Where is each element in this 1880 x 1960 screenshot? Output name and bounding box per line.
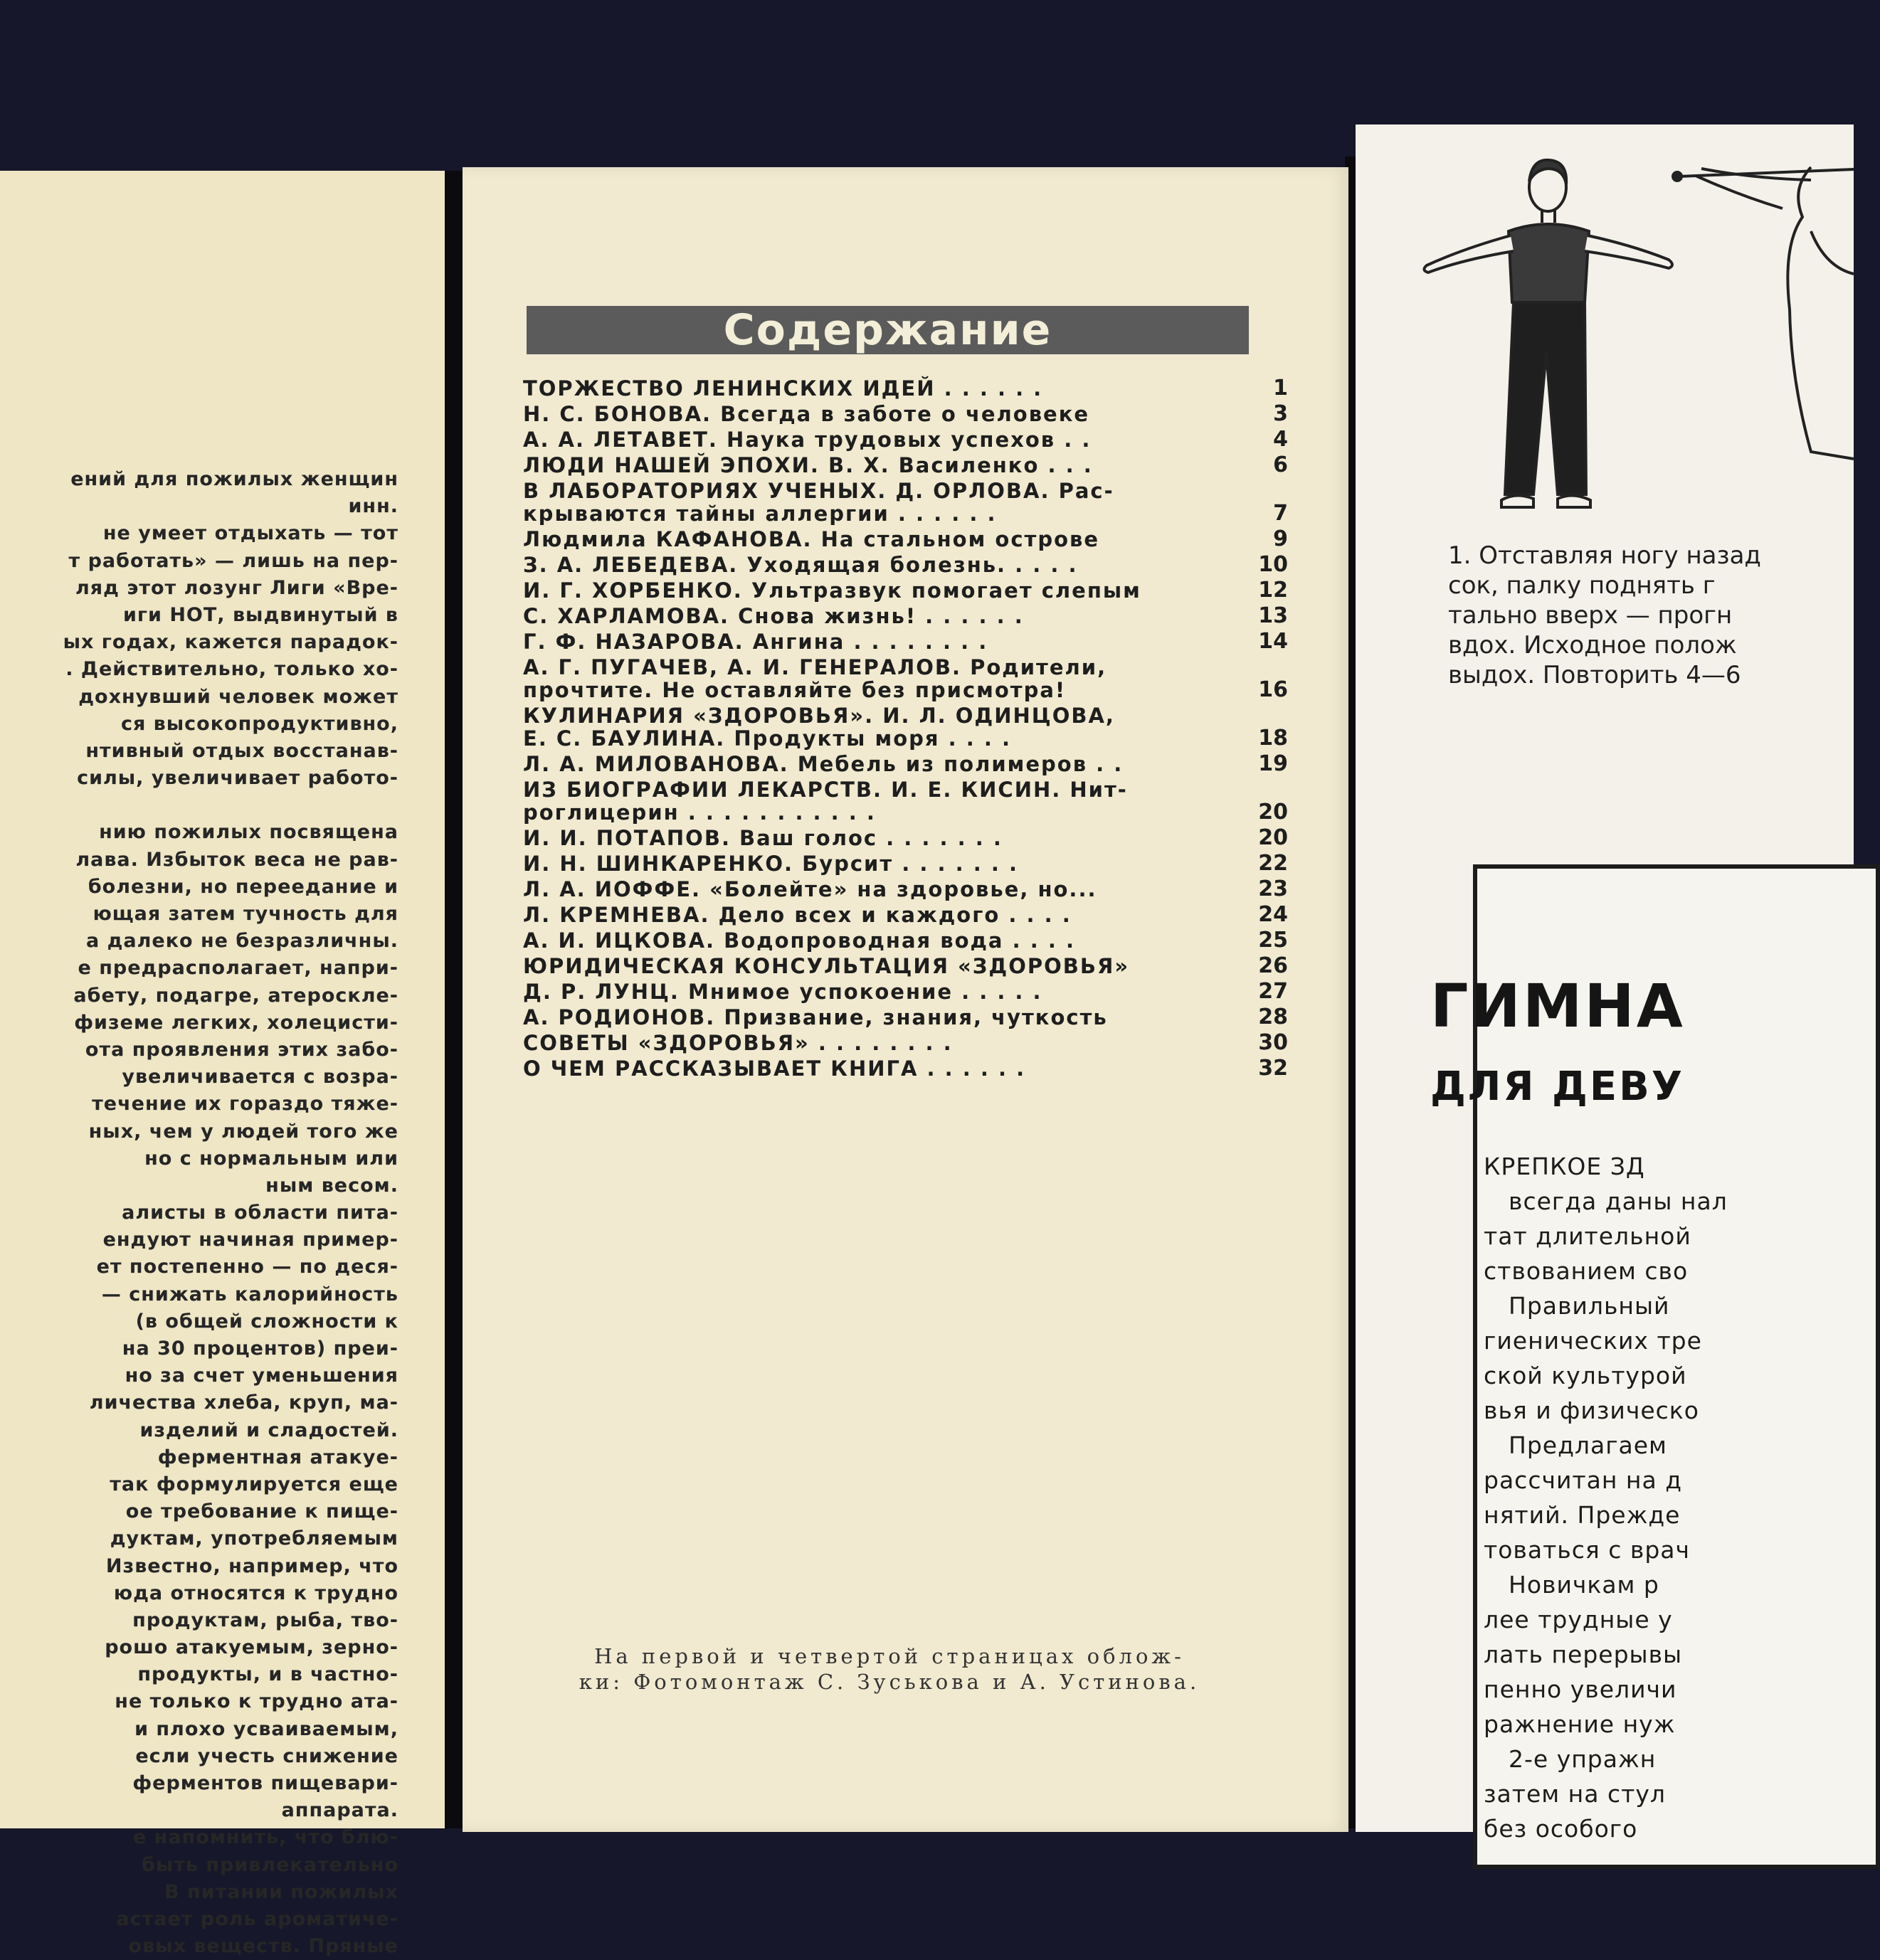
contents-entry-page-number: 23 [1258, 876, 1288, 901]
contents-entry-text: А. И. ИЦКОВА. Водопроводная вода . . . . [523, 928, 1075, 953]
man-figure-drawing [1673, 167, 1854, 459]
contents-entry[interactable] [523, 878, 1288, 901]
contents-entry-page-number: 1 [1273, 376, 1288, 401]
contents-list [523, 377, 1288, 1083]
left-page-line: но с нормальным или [144, 1147, 398, 1170]
left-page-line: иги НОТ, выдвинутый в [122, 603, 398, 626]
contents-entry[interactable] [523, 1006, 1288, 1029]
contents-entry-page-number: 30 [1258, 1030, 1288, 1055]
article-line: лее трудные у [1484, 1606, 1673, 1633]
left-page-line: течение их гораздо тяже- [92, 1093, 398, 1116]
contents-entry-text: С. ХАРЛАМОВА. Снова жизнь! . . . . . . [523, 604, 1024, 628]
left-page-line: абету, подагре, атероскле- [73, 984, 398, 1007]
contents-entry[interactable] [523, 630, 1288, 653]
contents-entry[interactable] [523, 955, 1288, 978]
left-page-line: болезни, но переедание и [88, 875, 398, 898]
contents-page [463, 167, 1348, 1832]
contents-entry-page-number: 13 [1258, 603, 1288, 628]
article-line: рассчитан на д [1484, 1466, 1683, 1494]
left-page-line: ений для пожилых женщин [70, 468, 398, 490]
left-page-line: е напомнить, что блю- [132, 1826, 398, 1849]
article-line: ствованием сво [1484, 1257, 1689, 1285]
contents-entry[interactable] [523, 778, 1288, 824]
contents-entry-page-number: 16 [1258, 677, 1288, 702]
article-subtitle: ДЛЯ ДЕВУ [1430, 1064, 1684, 1110]
left-page-line: ным весом. [265, 1174, 398, 1197]
contents-entry[interactable] [523, 753, 1288, 775]
contents-entry[interactable] [523, 454, 1288, 477]
contents-entry-page-number: 7 [1273, 501, 1288, 526]
contents-entry[interactable] [523, 656, 1288, 701]
contents-entry-text: Д. Р. ЛУНЦ. Мнимое успокоение . . . . . [523, 980, 1042, 1004]
contents-entry-text: И. Н. ШИНКАРЕНКО. Бурсит . . . . . . . [523, 852, 1018, 876]
contents-entry[interactable] [523, 579, 1288, 602]
article-line: всегда даны нал [1509, 1187, 1728, 1215]
contents-entry-text: роглицерин . . . . . . . . . . . [523, 800, 876, 825]
contents-entry-page-number: 12 [1258, 578, 1288, 603]
contents-entry[interactable] [523, 605, 1288, 627]
left-page-line: ых годах, кажется парадок- [63, 631, 398, 654]
article-line: вья и физическо [1484, 1397, 1699, 1424]
left-page-line: лава. Избыток веса не рав- [75, 848, 398, 871]
contents-entry[interactable] [523, 852, 1288, 875]
left-page-line: изделий и сладостей. [139, 1419, 398, 1441]
left-page-line: е предрасполагает, напри- [78, 957, 398, 980]
contents-entry-text: А. РОДИОНОВ. Призвание, знания, чуткость [523, 1005, 1108, 1029]
contents-entry[interactable] [523, 904, 1288, 926]
left-page-line: ных, чем у людей того же [88, 1120, 398, 1143]
left-page-line: рошо атакуемым, зерно- [105, 1636, 398, 1659]
left-page-line: аппарата. [281, 1799, 398, 1822]
contents-entry-page-number: 10 [1258, 552, 1288, 577]
contents-entry[interactable] [523, 553, 1288, 576]
contents-entry-text: крываются тайны аллергии . . . . . . [523, 502, 997, 526]
left-page-line: ет постепенно — по деся- [96, 1256, 398, 1278]
cover-credit-note [498, 1643, 1281, 1695]
left-page-line: ющая затем тучность для [93, 903, 398, 925]
left-page-text [0, 466, 398, 1960]
left-page-line: Известно, например, что [105, 1554, 398, 1577]
left-page-line: увеличивается с возра- [122, 1066, 398, 1088]
contents-entry-text: Г. Ф. НАЗАРОВА. Ангина . . . . . . . . [523, 630, 988, 654]
contents-entry-page-number: 27 [1258, 979, 1288, 1004]
left-page-line: т работать» — лишь на пер- [68, 549, 398, 572]
left-page-line: юда относятся к трудно [113, 1582, 398, 1604]
exercise-illustration [1356, 125, 1854, 523]
left-page-line: ся высокопродуктивно, [120, 712, 398, 735]
article-line: без особого [1484, 1815, 1638, 1843]
left-page-line: дохнувший человек может [78, 685, 398, 708]
contents-entry-page-number: 18 [1258, 726, 1288, 751]
contents-entry-text: Л. КРЕМНЕВА. Дело всех и каждого . . . . [523, 903, 1072, 927]
caption-line: вдох. Исходное полож [1448, 631, 1737, 659]
left-page-line: нтивный отдых восстанав- [85, 739, 398, 762]
article-title: ГИМНА [1430, 971, 1685, 1041]
contents-entry[interactable] [523, 428, 1288, 451]
contents-entry-page-number: 9 [1273, 526, 1288, 551]
article-body [1356, 1149, 1854, 1846]
contents-entry-text: Е. С. БАУЛИНА. Продукты моря . . . . [523, 726, 1011, 751]
contents-entry[interactable] [523, 704, 1288, 750]
contents-entry-text: ЛЮДИ НАШЕЙ ЭПОХИ. В. Х. Василенко . . . [523, 453, 1093, 477]
contents-entry-text: прочтите. Не оставляйте без присмотра! [523, 678, 1067, 702]
contents-entry-text: З. А. ЛЕБЕДЕВА. Уходящая болезнь. . . . . [523, 553, 1078, 577]
contents-entry-page-number: 6 [1273, 452, 1288, 477]
article-line: КРЕПКОЕ ЗД [1484, 1153, 1645, 1180]
contents-entry[interactable] [523, 403, 1288, 425]
contents-entry-page-number: 25 [1258, 928, 1288, 953]
left-page-line: продуктам, рыба, тво- [132, 1609, 398, 1631]
caption-line: 1. Отставляя ногу назад [1448, 541, 1761, 570]
left-page-line [0, 792, 398, 819]
left-page-line: ферментная атакуе- [157, 1446, 398, 1468]
contents-entry-text: Л. А. ИОФФЕ. «Болейте» на здоровье, но... [523, 877, 1097, 901]
left-page-line: . Действительно, только хо- [65, 658, 398, 681]
left-page-line: продукты, и в частно- [137, 1663, 398, 1686]
contents-title: Содержание [723, 305, 1052, 355]
left-page-line: инн. [348, 495, 398, 518]
article-line: Правильный [1509, 1292, 1670, 1320]
contents-entry-text: СОВЕТЫ «ЗДОРОВЬЯ» . . . . . . . . [523, 1031, 953, 1055]
contents-entry-page-number: 20 [1258, 800, 1288, 825]
contents-entry-text: ЮРИДИЧЕСКАЯ КОНСУЛЬТАЦИЯ «ЗДОРОВЬЯ» [523, 954, 1130, 978]
article-line: ской культурой [1484, 1362, 1687, 1389]
cover-credit-line-1: На первой и четвертой страницах облож- [594, 1644, 1185, 1668]
contents-entry-page-number: 24 [1258, 902, 1288, 927]
caption-line: сок, палку поднять г [1448, 571, 1716, 600]
article-line: тат длительной [1484, 1222, 1691, 1250]
left-page-line: силы, увеличивает работо- [77, 767, 398, 790]
contents-entry-page-number: 20 [1258, 825, 1288, 850]
caption-line: тально вверх — прогн [1448, 601, 1733, 630]
article-line: гиенических тре [1484, 1327, 1702, 1355]
left-page-line: ферментов пищевари- [132, 1772, 398, 1794]
contents-entry-text: О ЧЕМ РАССКАЗЫВАЕТ КНИГА . . . . . . [523, 1056, 1026, 1081]
left-page-line: дуктам, употребляемым [110, 1527, 398, 1550]
contents-entry[interactable] [523, 827, 1288, 849]
left-page-line: быть привлекательно [141, 1853, 398, 1876]
contents-entry-text: А. Г. ПУГАЧЕВ, А. И. ГЕНЕРАЛОВ. Родители, [523, 655, 1107, 679]
contents-entry-text: ТОРЖЕСТВО ЛЕНИНСКИХ ИДЕЙ . . . . . . [523, 376, 1043, 401]
woman-figure-drawing [1424, 160, 1672, 507]
left-page-line: нию пожилых посвящена [99, 821, 398, 844]
contents-entry-page-number: 22 [1258, 851, 1288, 876]
contents-entry[interactable] [523, 480, 1288, 525]
left-page-line: — снижать калорийность [101, 1283, 398, 1305]
contents-entry-text: И. Г. ХОРБЕНКО. Ультразвук помогает слепым [523, 578, 1141, 603]
contents-entry[interactable] [523, 929, 1288, 952]
contents-entry-text: Н. С. БОНОВА. Всегда в заботе о человеке [523, 402, 1090, 426]
article-line: ражнение нуж [1484, 1710, 1676, 1738]
article-line: пенно увеличи [1484, 1675, 1677, 1703]
contents-entry[interactable] [523, 1057, 1288, 1080]
right-page [1356, 125, 1854, 1843]
article-line: Предлагаем [1509, 1431, 1667, 1459]
left-page-line: ое требование к пище- [125, 1500, 398, 1523]
contents-entry[interactable] [523, 980, 1288, 1003]
left-page-line: если учесть снижение [135, 1744, 398, 1767]
contents-entry-page-number: 14 [1258, 629, 1288, 654]
left-page-line: овых веществ. Пряные [128, 1935, 398, 1958]
left-page-line: личества хлеба, круп, ма- [89, 1392, 398, 1414]
left-page-line: В питании пожилых [164, 1880, 398, 1903]
contents-entry-text: Л. А. МИЛОВАНОВА. Мебель из полимеров . . [523, 752, 1124, 776]
left-page-line: (в общей сложности к [135, 1310, 398, 1333]
left-page [0, 171, 445, 1958]
left-page-line: так формулируется еще [110, 1473, 398, 1495]
left-page-line: ендуют начиная пример- [102, 1229, 398, 1251]
article-line: товаться с врач [1484, 1536, 1690, 1564]
contents-entry-page-number: 28 [1258, 1005, 1288, 1029]
left-page-line: физеме легких, холецисти- [74, 1011, 398, 1034]
contents-entry-text: И. И. ПОТАПОВ. Ваш голос . . . . . . . [523, 826, 1003, 850]
exercise-caption [1448, 541, 1875, 690]
article-line: затем на стул [1484, 1780, 1666, 1808]
left-page-line: и плохо усваиваемым, [134, 1717, 398, 1740]
contents-entry[interactable] [523, 377, 1288, 400]
contents-entry-page-number: 19 [1258, 751, 1288, 776]
left-page-line: астает роль ароматиче- [116, 1907, 398, 1930]
contents-entry[interactable] [523, 528, 1288, 551]
contents-entry-page-number: 4 [1273, 427, 1288, 452]
left-page-line: не только к трудно ата- [115, 1690, 398, 1713]
contents-entry-text: Людмила КАФАНОВА. На стальном острове [523, 527, 1100, 551]
left-page-line: не умеет отдыхать — тот [102, 522, 398, 545]
contents-entry[interactable] [523, 1032, 1288, 1054]
cover-credit-line-2: ки: Фотомонтаж С. Зуськова и А. Устинова. [579, 1670, 1200, 1694]
contents-entry-page-number: 26 [1258, 953, 1288, 978]
contents-entry-text: А. А. ЛЕТАВЕТ. Наука трудовых успехов . . [523, 428, 1092, 452]
contents-banner [527, 306, 1249, 354]
left-page-line: алисты в области пита- [122, 1202, 398, 1224]
article-line: Новичкам р [1509, 1571, 1659, 1599]
left-page-line: а далеко не безразличны. [85, 930, 398, 953]
contents-entry-page-number: 3 [1273, 401, 1288, 426]
contents-entry-text: В ЛАБОРАТОРИЯХ УЧЕНЫХ. Д. ОРЛОВА. Рас- [523, 479, 1114, 503]
contents-entry-page-number: 32 [1258, 1056, 1288, 1081]
article-line: 2-е упражн [1509, 1745, 1657, 1773]
article-line: лать перерывы [1484, 1641, 1683, 1668]
left-page-line: на 30 процентов) преи- [122, 1337, 398, 1360]
left-page-line: но за счет уменьшения [125, 1365, 398, 1387]
article-line: нятий. Прежде [1484, 1501, 1681, 1529]
contents-entry-text: ИЗ БИОГРАФИИ ЛЕКАРСТВ. И. Е. КИСИН. Нит- [523, 778, 1128, 802]
left-page-line: ляд этот лозунг Лиги «Вре- [75, 576, 398, 599]
left-page-line: ота проявления этих забо- [85, 1038, 398, 1061]
contents-entry-text: КУЛИНАРИЯ «ЗДОРОВЬЯ». И. Л. ОДИНЦОВА, [523, 704, 1115, 728]
caption-line: выдох. Повторить 4—6 [1448, 661, 1741, 689]
